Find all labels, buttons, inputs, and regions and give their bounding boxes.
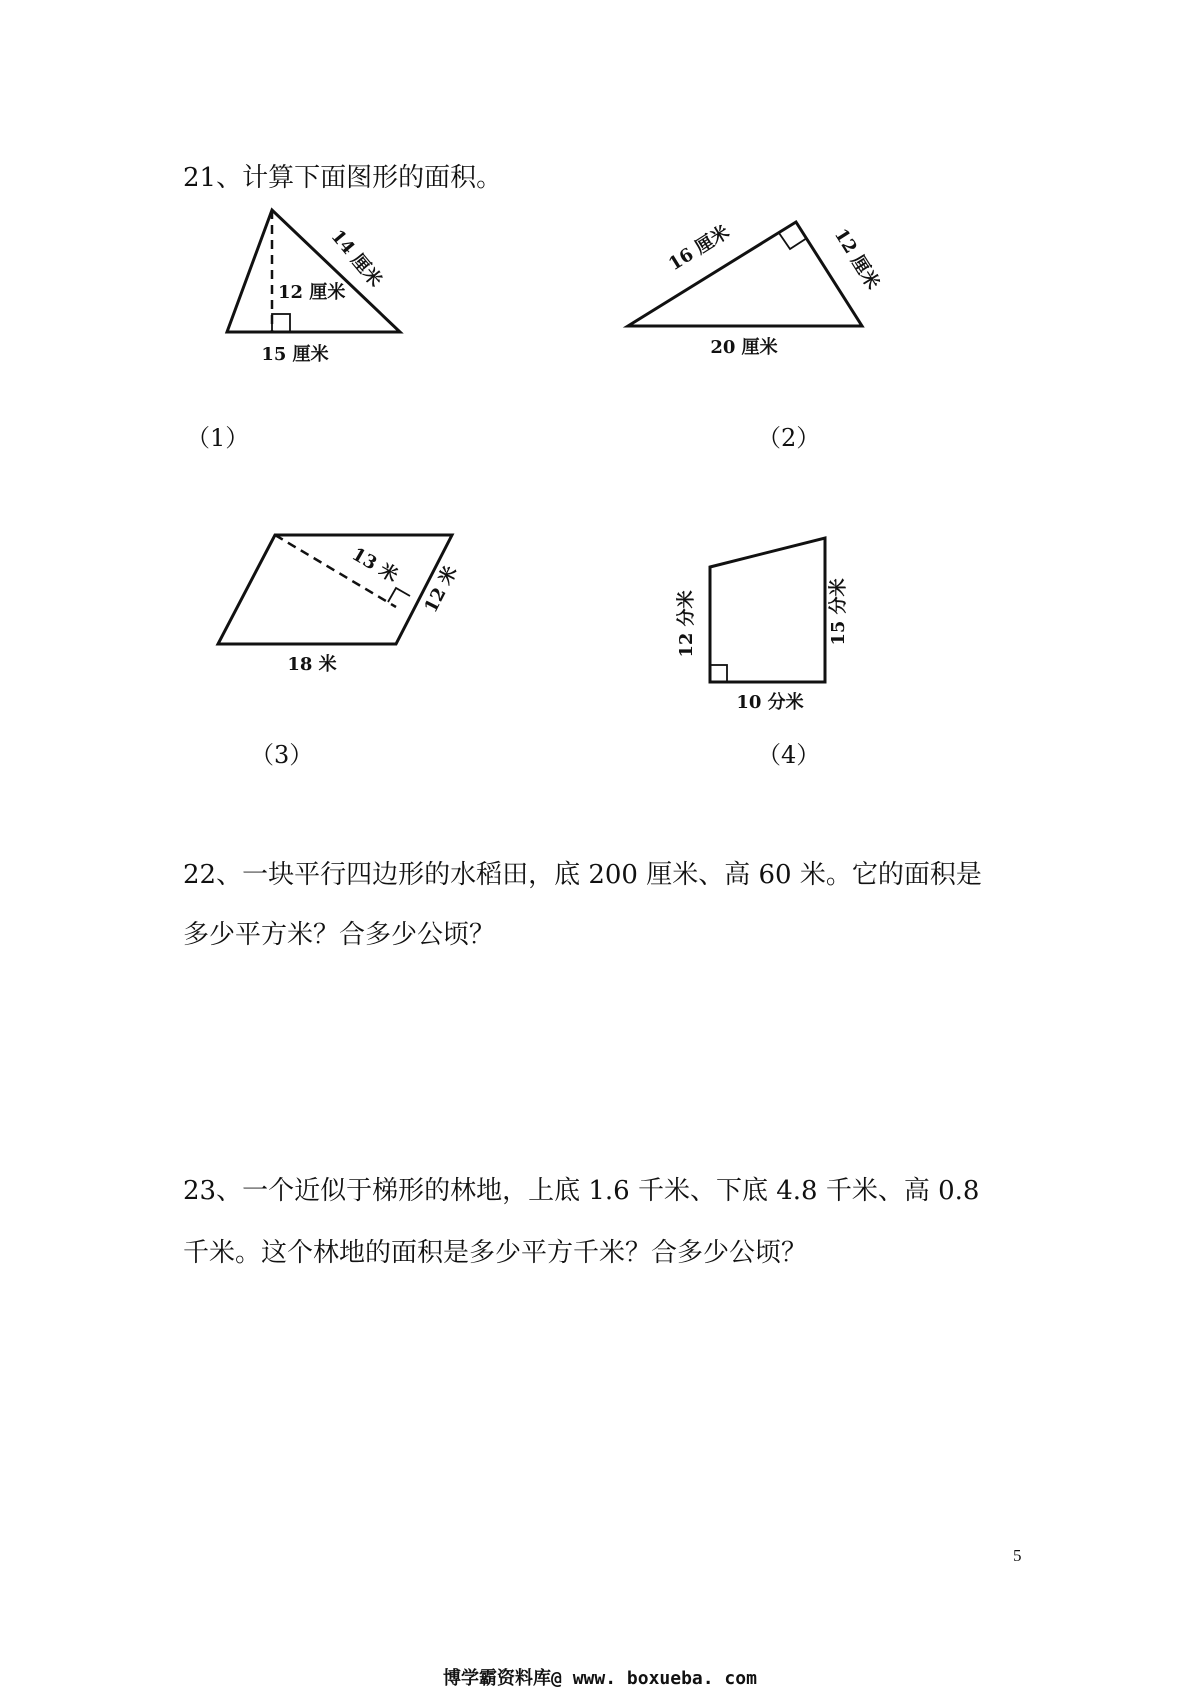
triangle-1-base-label: 15 厘米 (261, 344, 329, 365)
footer-watermark: 博学霸资料库@ www. boxueba. com (443, 1668, 757, 1689)
trapezoid-right-label: 15 分米 (828, 578, 849, 646)
figure-1-caption: （1） (186, 424, 250, 452)
question-23-line-1: 23、一个近似于梯形的林地，上底 1.6 千米、下底 4.8 千米、高 0.8 (183, 1176, 980, 1206)
right-angle-mark-3 (388, 588, 410, 602)
figure-3-caption: （3） (250, 741, 314, 769)
question-23-line-2: 千米。这个林地的面积是多少平方千米？合多少公顷？ (183, 1238, 808, 1268)
question-21-text: 21、计算下面图形的面积。 (183, 163, 503, 193)
question-22-line-1: 22、一块平行四边形的水稻田，底 200 厘米、高 60 米。它的面积是 (183, 860, 982, 890)
trapezoid-left-label: 12 分米 (676, 590, 697, 658)
triangle-2-leg-label: 12 厘米 (829, 224, 884, 294)
triangle-2-hypotenuse-leg-label: 16 厘米 (664, 221, 734, 276)
parallelogram-height-label: 13 米 (348, 543, 402, 587)
parallelogram-base-label: 18 米 (287, 654, 337, 675)
right-angle-mark-1 (272, 314, 290, 332)
parallelogram-outline (218, 535, 452, 644)
page-number: 5 (1013, 1546, 1022, 1565)
trapezoid-base-label: 10 分米 (736, 692, 804, 713)
triangle-1-side-label: 14 厘米 (326, 225, 386, 292)
figure-2-caption: （2） (757, 424, 821, 452)
parallelogram-side-label: 12 米 (420, 562, 462, 617)
triangle-2-outline (628, 222, 862, 326)
question-22-line-2: 多少平方米？合多少公顷？ (183, 920, 496, 950)
figures-canvas (0, 0, 1200, 780)
figure-4-caption: （4） (757, 741, 821, 769)
triangle-1-height-label: 12 厘米 (278, 282, 346, 303)
figure-4-trapezoid (675, 538, 849, 713)
figure-1-triangle (227, 210, 400, 365)
trapezoid-outline (710, 538, 825, 682)
figure-3-parallelogram (218, 535, 462, 675)
right-angle-mark-4 (710, 665, 727, 682)
triangle-2-base-label: 20 厘米 (710, 337, 778, 358)
figure-2-right-triangle (628, 221, 884, 358)
